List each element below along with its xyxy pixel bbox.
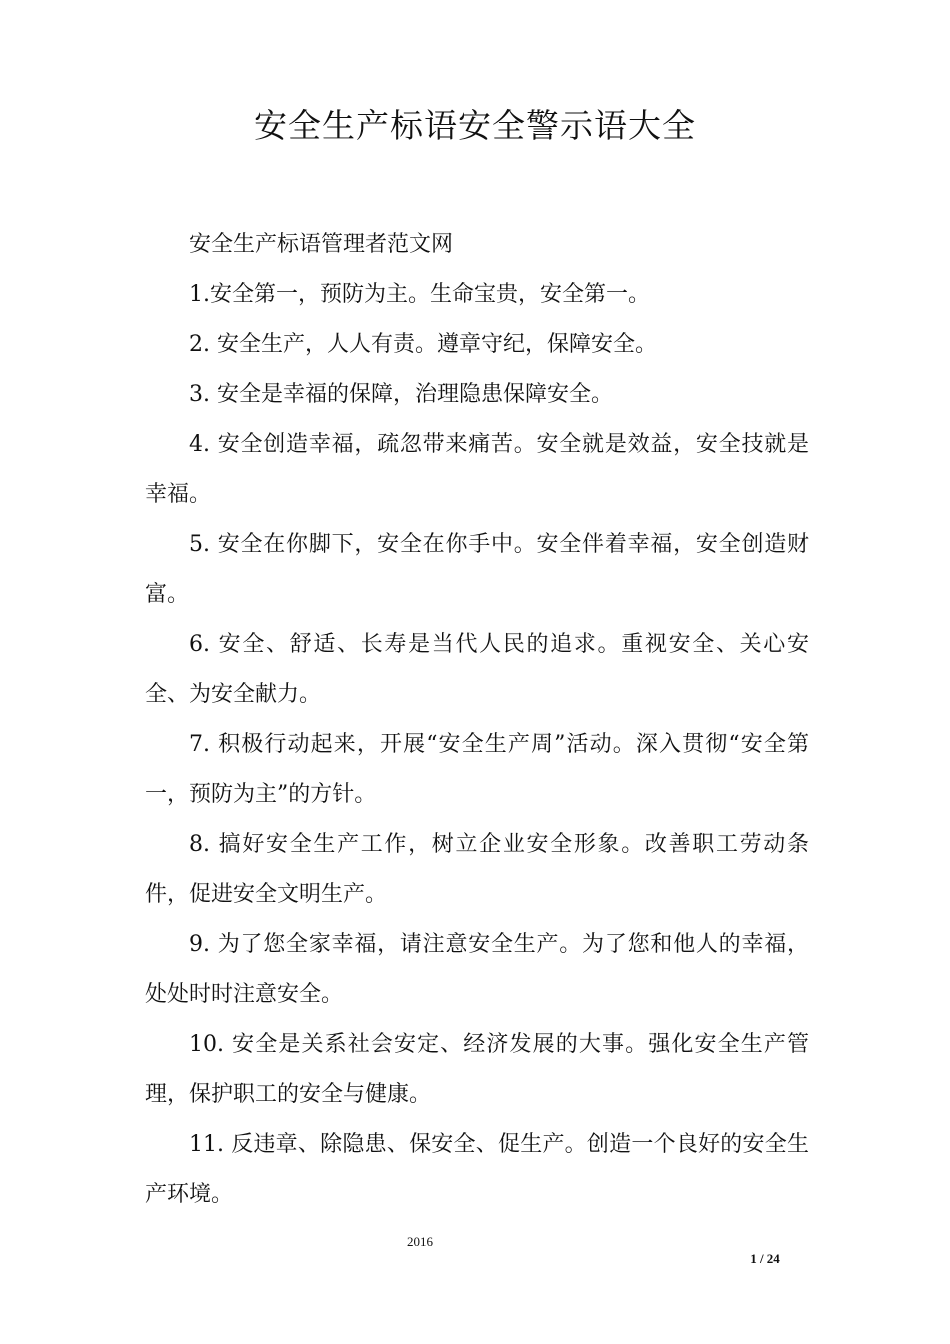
slogan-item-3: 3. 安全是幸福的保障，治理隐患保障安全。 — [189, 382, 613, 407]
slogan-item-10: 10. 安全是关系社会安定、经济发展的大事。强化安全生产管理，保护职工的安全与健康。 — [145, 1032, 809, 1107]
footer-year: 2016 — [407, 1234, 433, 1249]
slogan-item-8: 8. 搞好安全生产工作，树立企业安全形象。改善职工劳动条件，促进安全文明生产。 — [145, 832, 809, 907]
document-title: 安全生产标语安全警示语大全 — [254, 106, 696, 145]
document-subtitle: 安全生产标语管理者范文网 — [189, 232, 454, 257]
page-indicator: 1 / 24 — [750, 1251, 780, 1266]
document-body — [145, 220, 809, 1220]
slogan-item-1: 1.安全第一，预防为主。生命宝贵，安全第一。 — [189, 282, 650, 307]
slogan-item-11: 11. 反违章、除隐患、保安全、促生产。创造一个良好的安全生产环境。 — [145, 1132, 809, 1207]
slogan-item-6: 6. 安全、舒适、长寿是当代人民的追求。重视安全、关心安全、为安全献力。 — [145, 632, 809, 707]
slogan-item-9: 9. 为了您全家幸福，请注意安全生产。为了您和他人的幸福，处处时时注意安全。 — [145, 932, 809, 1007]
slogan-item-5: 5. 安全在你脚下，安全在你手中。安全伴着幸福，安全创造财富。 — [145, 532, 809, 607]
slogan-item-4: 4. 安全创造幸福，疏忽带来痛苦。安全就是效益，安全技就是幸福。 — [145, 432, 809, 507]
slogan-item-7: 7. 积极行动起来，开展“安全生产周”活动。深入贯彻“安全第一，预防为主”的方针。 — [145, 732, 809, 807]
slogan-item-2: 2. 安全生产，人人有责。遵章守纪，保障安全。 — [189, 332, 657, 357]
